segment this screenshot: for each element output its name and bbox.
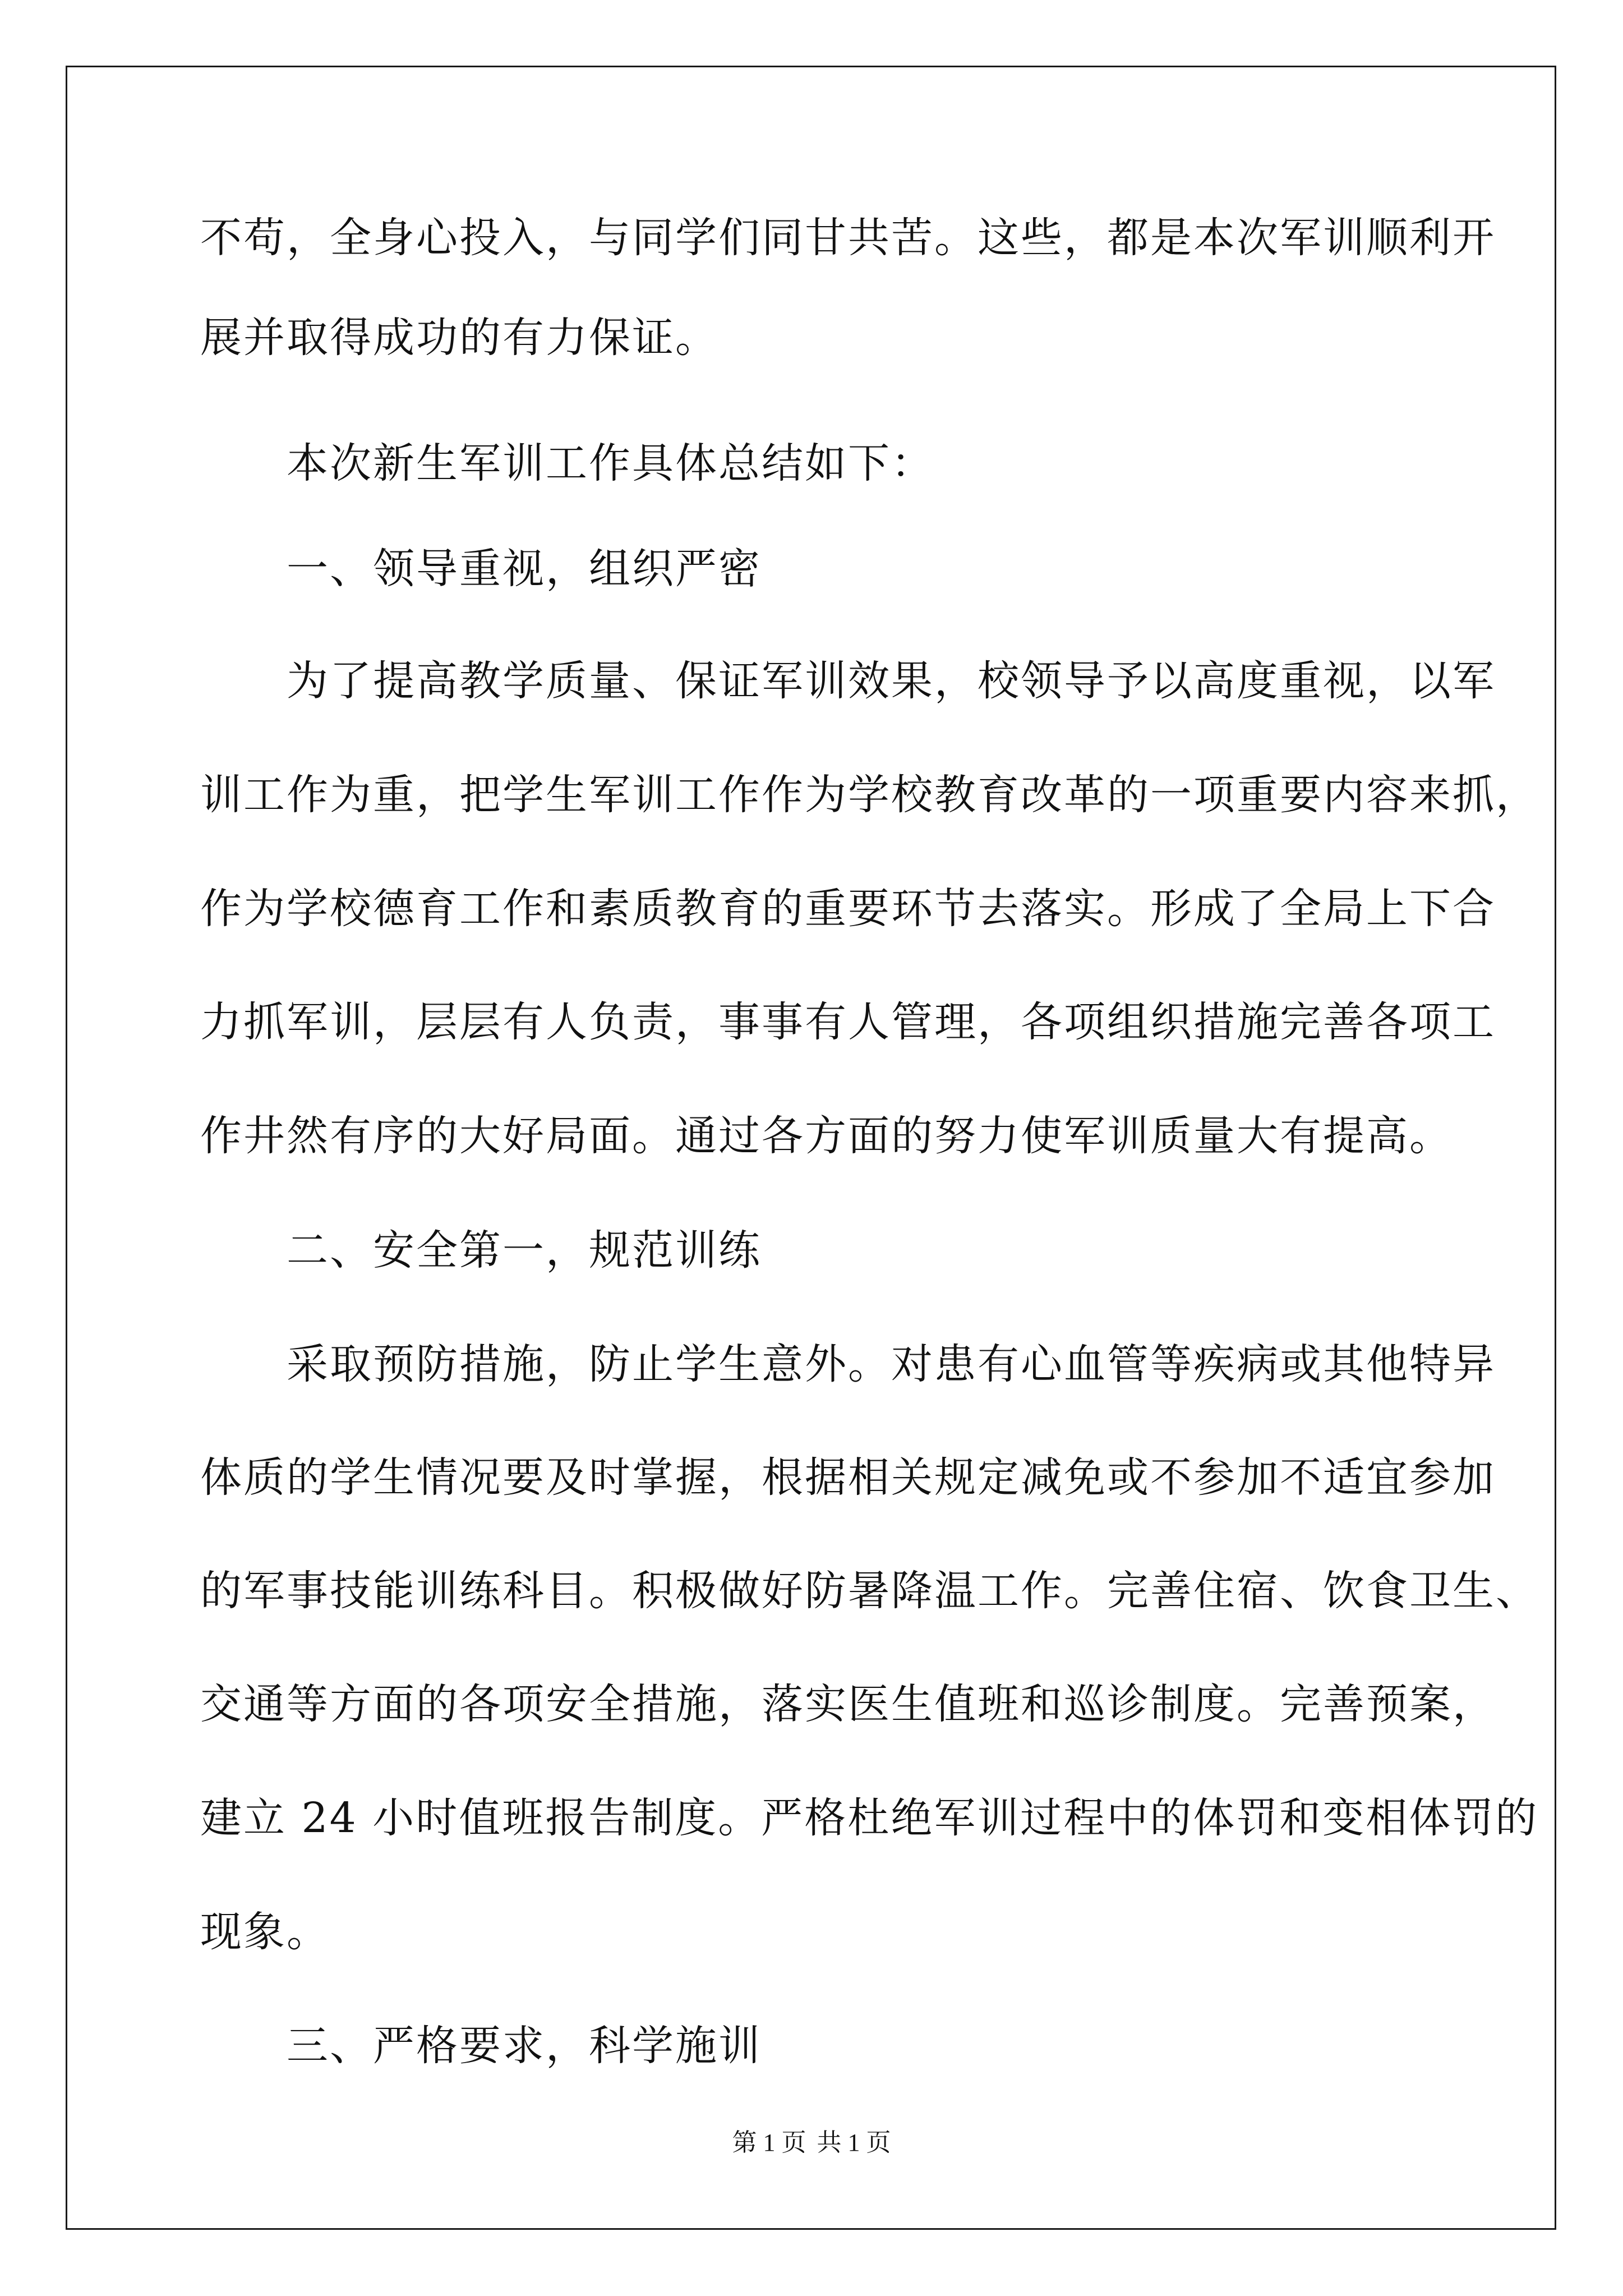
text-line: 作井然有序的大好局面。通过各方面的努力使军训质量大有提高。 [200,1112,1453,1160]
text-line: 训工作为重，把学生军训工作作为学校教育改革的一项重要内容来抓， [200,771,1539,819]
page-total: 共 1 页 [817,2129,891,2156]
text-line: 交通等方面的各项安全措施，落实医生值班和巡诊制度。完善预案， [200,1680,1496,1728]
text-line: 现象。 [200,1908,330,1956]
text-line: 三、严格要求，科学施训 [200,2022,762,2070]
text-line: 体质的学生情况要及时掌握，根据相关规定减免或不参加不适宜参加 [200,1453,1496,1502]
text-line: 作为学校德育工作和素质教育的重要环节去落实。形成了全局上下合 [200,885,1496,933]
text-line: 二、安全第一，规范训练 [200,1226,762,1274]
text-line: 展并取得成功的有力保证。 [200,314,718,362]
text-line: 力抓军训，层层有人负责，事事有人管理，各项组织措施完善各项工 [200,998,1496,1046]
page-number: 第 1 页 [732,2129,806,2156]
text-line: 采取预防措施，防止学生意外。对患有心血管等疾病或其他特异 [200,1340,1496,1388]
text-line: 本次新生军训工作具体总结如下： [200,439,934,487]
text-line: 不苟，全身心投入，与同学们同甘共苦。这些，都是本次军训顺利开 [200,214,1496,262]
text-line: 的军事技能训练科目。积极做好防暑降温工作。完善住宿、饮食卫生、 [200,1567,1539,1615]
page-footer [0,2129,1623,2157]
text-line: 一、领导重视，组织严密 [200,545,762,593]
text-line: 为了提高教学质量、保证军训效果，校领导予以高度重视，以军 [200,657,1496,705]
text-line: 建立 24 小时值班报告制度。严格杜绝军训过程中的体罚和变相体罚的 [200,1794,1539,1842]
